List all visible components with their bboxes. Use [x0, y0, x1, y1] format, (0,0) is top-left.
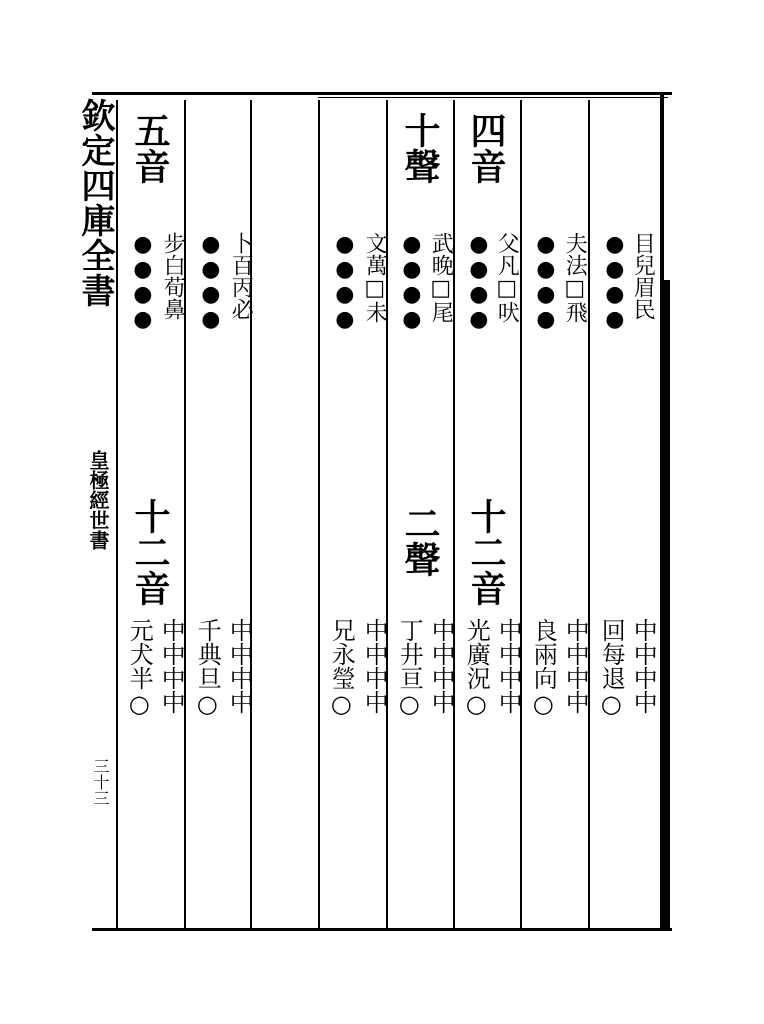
column-4-head: 十聲 — [399, 112, 441, 184]
column-3-bottom-b: 光廣況○ — [462, 618, 491, 718]
column-3-dots: ●●●● — [466, 232, 492, 332]
top-border — [92, 92, 672, 95]
column-divider — [184, 100, 186, 928]
column-2-bottom-a: 中中中中 — [561, 618, 590, 714]
column-4-bottom-a: 中中中中 — [427, 618, 456, 714]
column-2-dots: ●●●● — [533, 232, 559, 332]
column-divider — [386, 100, 388, 928]
column-8-low-head: 十二音 — [129, 498, 171, 606]
column-5-bottom-a: 中中中中 — [360, 618, 389, 714]
library-title: 欽定四庫全書 — [75, 98, 115, 308]
column-8-bottom-b: 元犬半○ — [125, 618, 154, 718]
column-3-top: 父凡□吠 — [494, 232, 520, 323]
column-8-dots: ●●●● — [130, 232, 156, 332]
column-5-top: 文萬□未 — [362, 232, 388, 323]
column-1-dots: ●●●● — [602, 232, 628, 332]
column-3-low-head: 十二音 — [465, 498, 507, 606]
column-7-bottom-a: 中中中中 — [225, 618, 254, 714]
column-8-bottom-a: 中中中中 — [157, 618, 186, 714]
column-7-dots: ●●●● — [198, 232, 224, 332]
column-7-top: 卜百丙必 — [228, 232, 254, 320]
column-7-bottom-b: 千典旦○ — [193, 618, 222, 718]
bottom-border — [92, 928, 672, 931]
folio-number: 三十三 — [91, 758, 110, 806]
right-border-thick — [664, 280, 670, 930]
column-3-bottom-a: 中中中中 — [494, 618, 523, 714]
column-divider — [453, 100, 455, 928]
column-4-dots: ●●●● — [399, 232, 425, 332]
column-divider — [588, 100, 590, 928]
column-8-top: 步白荀鼻 — [160, 232, 186, 320]
column-2-bottom-b: 良兩向○ — [529, 618, 558, 718]
book-title: 皇極經世書 — [86, 450, 110, 550]
column-4-low-head: 二聲 — [399, 505, 441, 577]
column-divider — [116, 100, 118, 928]
column-1-top: 目兒眉民 — [630, 232, 656, 320]
column-1-bottom-b: 回每退○ — [597, 618, 626, 718]
column-divider — [318, 100, 320, 928]
top-border-inner — [318, 97, 668, 98]
column-5-dots: ●●●● — [332, 232, 358, 332]
column-divider — [250, 100, 252, 928]
column-8-head: 五音 — [129, 112, 171, 184]
column-3-head: 四音 — [465, 112, 507, 184]
column-2-top: 夫法□飛 — [562, 232, 588, 323]
column-1-bottom-a: 中中中中 — [629, 618, 658, 714]
column-4-bottom-b: 丁井亘○ — [395, 618, 424, 718]
column-4-top: 武晚□尾 — [428, 232, 454, 323]
column-5-bottom-b: 兄永瑩○ — [327, 618, 356, 718]
column-divider — [520, 100, 522, 928]
